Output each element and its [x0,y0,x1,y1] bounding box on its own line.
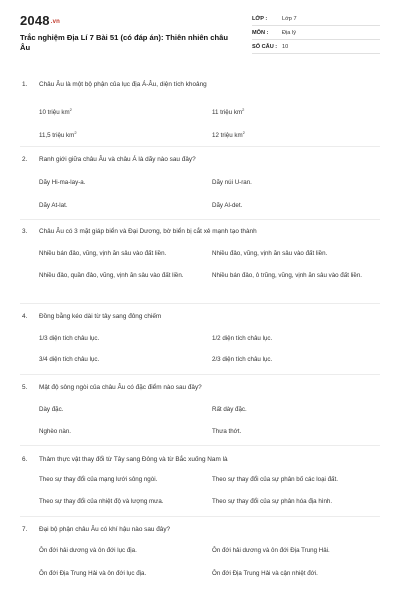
divider [20,219,380,220]
option-7a[interactable]: Ôn đới hải dương và ôn đới lục địa. [39,547,137,554]
page-title: Trắc nghiệm Địa Lí 7 Bài 51 (có đáp án): Thiên nhiên châu Âu [20,33,229,52]
divider [20,303,380,304]
option-1d[interactable]: 12 triệu $km^2$ [212,130,245,140]
option-4c[interactable]: 3/4 diện tích châu lục. [39,356,100,363]
meta-count: SỐ CÂU : 10 [252,40,380,54]
option-5a[interactable]: Dày đặc. [39,406,64,413]
option-4b[interactable]: 1/2 diện tích châu lục. [212,335,273,342]
option-6c[interactable]: Theo sự thay đổi của nhiệt độ và lượng mưa. [39,498,164,505]
divider [20,374,380,375]
divider [20,146,380,147]
divider [20,516,380,517]
site-logo[interactable]: 2048.vn [20,13,61,28]
meta-class: LỚP : Lớp 7 [252,12,380,26]
quiz-page: 2048.vn Trắc nghiệm Địa Lí 7 Bài 51 (có đáp án): Thiên nhiên châu Âu LỚP : Lớp 7 MÔN : Địa lý SỐ CÂU : 10 1. Châu Âu là một bộ phận của lục địa Á-Âu, diện tích khoảng 10 triệu $km^2$ 11 triệu $km^2$ 11,5 triệu $km^2$ 12 triệu $km^2$ 2. Ranh giới giữa châu Âu và châu Á là dãy nào sau đây? Dãy Hi-ma-lay-a. Dãy núi U-ran. Dãy At-lat. Dãy Al-det. 3. Châu Âu có 3 mặt giáp biển và Đại Dương, bờ biển bị cắt xẻ mạnh tạo thành Nhiều bán đảo, vũng, vịnh ăn sâu vào đất liền. Nhiều đảo, vũng, vịnh ăn sâu vào đất liền. Nhiều đảo, quần đảo, vũng, vịnh ăn sâu vào đất liền. Nhiều bán đảo, ô trũng, vũng, vịnh ăn sâu vào đất liền. 4. Đồng bằng kéo dài từ tây sang đông chiếm 1/3 diện tích châu lục. 1/2 diện tích châu lục. 3/4 diện tích châu lục. 2/3 diện tích châu lục. 5. Mật độ sông ngòi của châu Âu có đặc điểm nào sau đây? Dày đặc. Rất dày đặc. Nghèo nàn. Thưa thớt. 6. Thảm thực vật thay đổi từ Tây sang Đông và từ Bắc xuống Nam là Theo sự thay đổi của mạng lưới sông ngòi. Theo sự thay đổi của sự phân bố các loại đất. Theo sự thay đổi của nhiệt độ và lượng mưa. Theo sự thay đổi của sự phân hóa địa hình. 7. Đại bộ phận châu Âu có khí hậu nào sau đây? Ôn đới hải dương và ôn đới lục địa. Ôn đới hải dương và ôn đới Địa Trung Hải. Ôn đới Địa Trung Hải và ôn đới lục địa. Ôn đới Địa Trung Hải và cận nhiệt đới. [0,0,400,600]
option-4a[interactable]: 1/3 diện tích châu lục. [39,335,100,342]
meta-subject: MÔN : Địa lý [252,26,380,40]
option-6b[interactable]: Theo sự thay đổi của sự phân bố các loại đất. [212,476,338,483]
option-1c[interactable]: 11,5 triệu $km^2$ [39,130,77,140]
option-6a[interactable]: Theo sự thay đổi của mạng lưới sông ngòi. [39,476,158,483]
option-5d[interactable]: Thưa thớt. [212,428,242,435]
option-2c[interactable]: Dãy At-lat. [39,202,68,209]
quiz-meta [252,12,380,54]
option-4d[interactable]: 2/3 diện tích châu lục. [212,356,273,363]
option-5c[interactable]: Nghèo nàn. [39,428,71,435]
option-1b[interactable]: 11 triệu $km^2$ [212,107,245,117]
option-3d[interactable]: Nhiều bán đảo, ô trũng, vũng, vịnh ăn sâu vào đất liền. [212,272,362,279]
option-5b[interactable]: Rất dày đặc. [212,406,247,413]
option-6d[interactable]: Theo sự thay đổi của sự phân hóa địa hình. [212,498,333,505]
option-3b[interactable]: Nhiều đảo, vũng, vịnh ăn sâu vào đất liền. [212,250,328,257]
option-3a[interactable]: Nhiều bán đảo, vũng, vịnh ăn sâu vào đất liền. [39,250,167,257]
option-2b[interactable]: Dãy núi U-ran. [212,179,252,186]
option-3c[interactable]: Nhiều đảo, quần đảo, vũng, vịnh ăn sâu vào đất liền. [39,272,184,279]
option-1a[interactable]: 10 triệu $km^2$ [39,107,72,117]
divider [20,445,380,446]
option-7d[interactable]: Ôn đới Địa Trung Hải và cận nhiệt đới. [212,570,318,577]
option-7c[interactable]: Ôn đới Địa Trung Hải và ôn đới lục địa. [39,570,147,577]
option-2d[interactable]: Dãy Al-det. [212,202,243,209]
option-7b[interactable]: Ôn đới hải dương và ôn đới Địa Trung Hải. [212,547,330,554]
option-2a[interactable]: Dãy Hi-ma-lay-a. [39,179,86,186]
header [0,0,400,62]
